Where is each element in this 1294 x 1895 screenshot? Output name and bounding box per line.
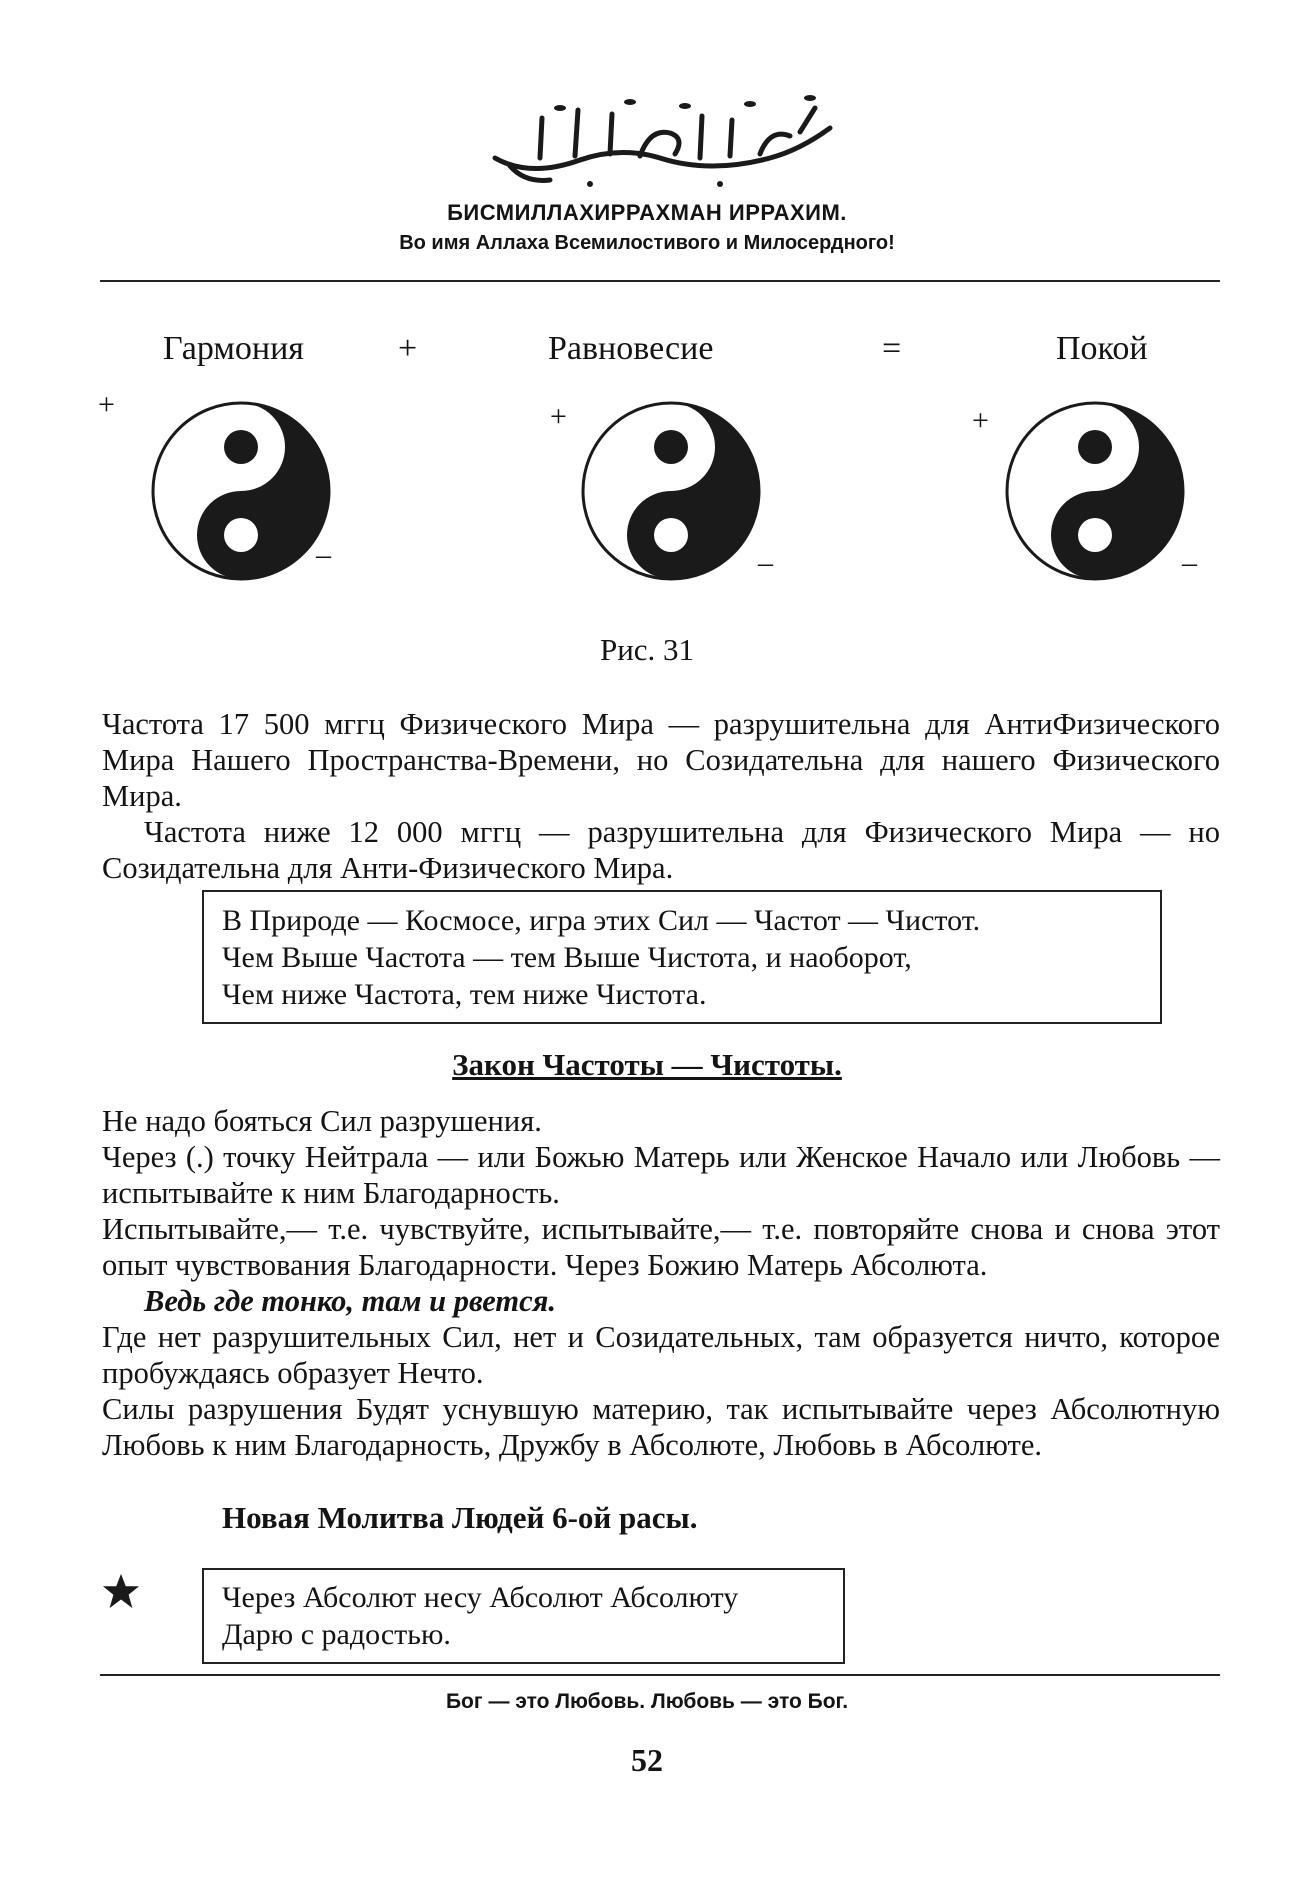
figure-operator-plus: + bbox=[398, 330, 418, 367]
prayer-line-1: Через Абсолют несу Абсолют Абсолюту bbox=[222, 1581, 739, 1614]
box-line-1: В Природе — Космосе, игра этих Сил — Частот — Чистот. bbox=[222, 904, 981, 937]
plus-sign-1: + bbox=[98, 388, 115, 421]
minus-sign-2: – bbox=[758, 546, 773, 579]
minus-sign-1: – bbox=[316, 538, 331, 571]
intro-paragraphs bbox=[102, 706, 1220, 886]
body-paragraphs bbox=[102, 1103, 1220, 1463]
minus-sign-3: – bbox=[1182, 546, 1197, 579]
figure-label-balance: Равновесие bbox=[548, 330, 714, 367]
header-subtitle: Во имя Аллаха Всемилостивого и Милосердного! bbox=[399, 232, 895, 254]
paragraph-experience: Испытывайте,— т.е. чувствуйте, испытывайте,— т.е. повторяйте снова и снова этот опыт чувствования Благодарности. Через Божию Матерь Абсолюта. bbox=[102, 1212, 1220, 1282]
figure-caption: Рис. 31 bbox=[599, 632, 695, 667]
yin-yang-symbol-3 bbox=[1004, 400, 1186, 582]
yin-yang-symbol-2 bbox=[580, 400, 762, 582]
paragraph-destruction-forces: Силы разрушения Будят уснувшую материю, так испытывайте через Абсолютную Любовь к ним Благодарность, Дружбу в Абсолюте, Любовь в Абсолюте. bbox=[102, 1392, 1220, 1462]
prayer-title: Новая Молитва Людей 6-ой расы. bbox=[222, 1500, 698, 1535]
figure-label-harmony: Гармония bbox=[163, 330, 304, 367]
basmala-calligraphy bbox=[470, 88, 850, 198]
paragraph-nothing: Где нет разрушительных Сил, нет и Созидательных, там образуется ничто, которое пробуждаясь образует Нечто. bbox=[102, 1320, 1220, 1390]
prayer-line-2: Дарю с радостью. bbox=[222, 1618, 451, 1651]
plus-sign-2: + bbox=[550, 400, 567, 433]
law-title: Закон Частоты — Чистоты. bbox=[452, 1047, 842, 1082]
paragraph-neutral-point: Через (.) точку Нейтрала — или Божью Матерь или Женское Начало или Любовь — испытывайте к ним Благодарность. bbox=[102, 1140, 1220, 1210]
footer-motto: Бог — это Любовь. Любовь — это Бог. bbox=[445, 1690, 849, 1713]
figure-label-peace: Покой bbox=[1056, 330, 1148, 367]
header-title: БИСМИЛЛАХИРРАХМАН ИРРАХИМ. bbox=[447, 200, 847, 225]
page-number: 52 bbox=[631, 1742, 663, 1778]
yin-yang-symbol-1 bbox=[150, 400, 332, 582]
bottom-divider bbox=[100, 1674, 1220, 1676]
paragraph-fear: Не надо бояться Сил разрушения. bbox=[102, 1104, 542, 1138]
paragraph-frequency-physical: Частота 17 500 мггц Физического Мира — разрушительна для АнтиФизического Мира Нашего Пространства-Времени, но Созидательна для нашего Физического Мира. bbox=[102, 707, 1220, 813]
top-divider bbox=[100, 280, 1220, 282]
paragraph-frequency-antiphysical: Частота ниже 12 000 мггц — разрушительна для Физического Мира — но Созидательна для Анти-Физического Мира. bbox=[102, 815, 1220, 885]
paragraph-proverb: Ведь где тонко, там и рвется. bbox=[144, 1284, 556, 1318]
prayer-box bbox=[202, 1568, 845, 1664]
box-line-3: Чем ниже Частота, тем ниже Чистота. bbox=[222, 978, 707, 1011]
box-line-2: Чем Выше Частота — тем Выше Чистота, и наоборот, bbox=[222, 941, 912, 974]
frequency-purity-box bbox=[202, 890, 1162, 1024]
figure-operator-equals: = bbox=[882, 330, 902, 367]
star-icon bbox=[102, 1572, 140, 1610]
plus-sign-3: + bbox=[972, 404, 989, 437]
